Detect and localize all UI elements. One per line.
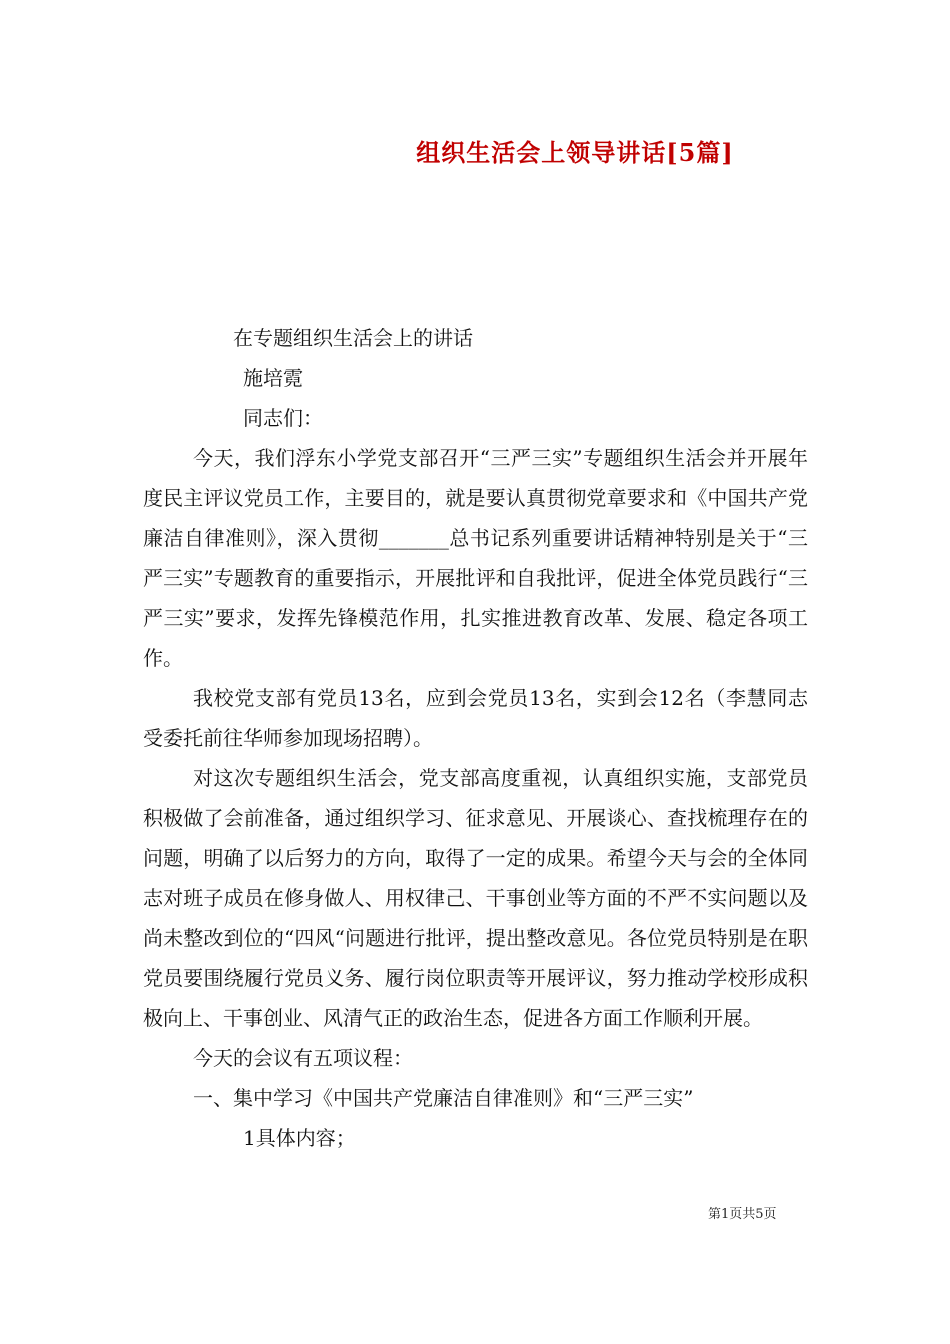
paragraph-agenda-item-one: 一、集中学习《中国共产党廉洁自律准则》和“三严三实” — [193, 1086, 694, 1110]
paragraph-expectations: 对这次专题组织生活会，党支部高度重视，认真组织实施，支部党员积极做了会前准备，通过组织学习、征求意见、开展谈心、查找梳理存在的问题，明确了以后努力的方向，取得了一定的成果。希望今天与会的全体同志对班子成员在修身做人、用权律己、干事创业等方面的不严不实问题以及尚未整改到位的“四风“问题进行批评，提出整改意见。各位党员特别是在职党员要围绕履行党员义务、履行岗位职责等开展评议，努力推动学校形成积极向上、干事创业、风清气正的政治生态，促进各方面工作顺利开展。 — [143, 766, 808, 1030]
document-body — [143, 318, 808, 1158]
paragraph-attendance: 我校党支部有党员13名，应到会党员13名，实到会12名（李慧同志受委托前往华师参加现场招聘）。 — [143, 686, 808, 750]
item-label: 1具体内容； — [243, 1126, 356, 1150]
paragraph-purpose: 今天，我们浮东小学党支部召开“三严三实”专题组织生活会并开展年度民主评议党员工作，主要目的，就是要认真贯彻党章要求和《中国共产党廉洁自律准则》，深入贯彻_______总书记系列重要讲话精神特别是关于“三严三实”专题教育的重要指示，开展批评和自我批评，促进全体党员践行“三严三实”要求，发挥先锋模范作用，扎实推进教育改革、发展、稳定各项工作。 — [143, 446, 808, 670]
speaker-name: 施培霓 — [243, 366, 303, 390]
page-number: 第1页共5页 — [708, 1207, 777, 1222]
document-title: 组织生活会上领导讲话[5篇] — [416, 138, 734, 167]
greeting: 同志们： — [243, 406, 323, 430]
paragraph-agenda-intro: 今天的会议有五项议程： — [193, 1046, 413, 1070]
speech-title: 在专题组织生活会上的讲话 — [233, 326, 473, 350]
